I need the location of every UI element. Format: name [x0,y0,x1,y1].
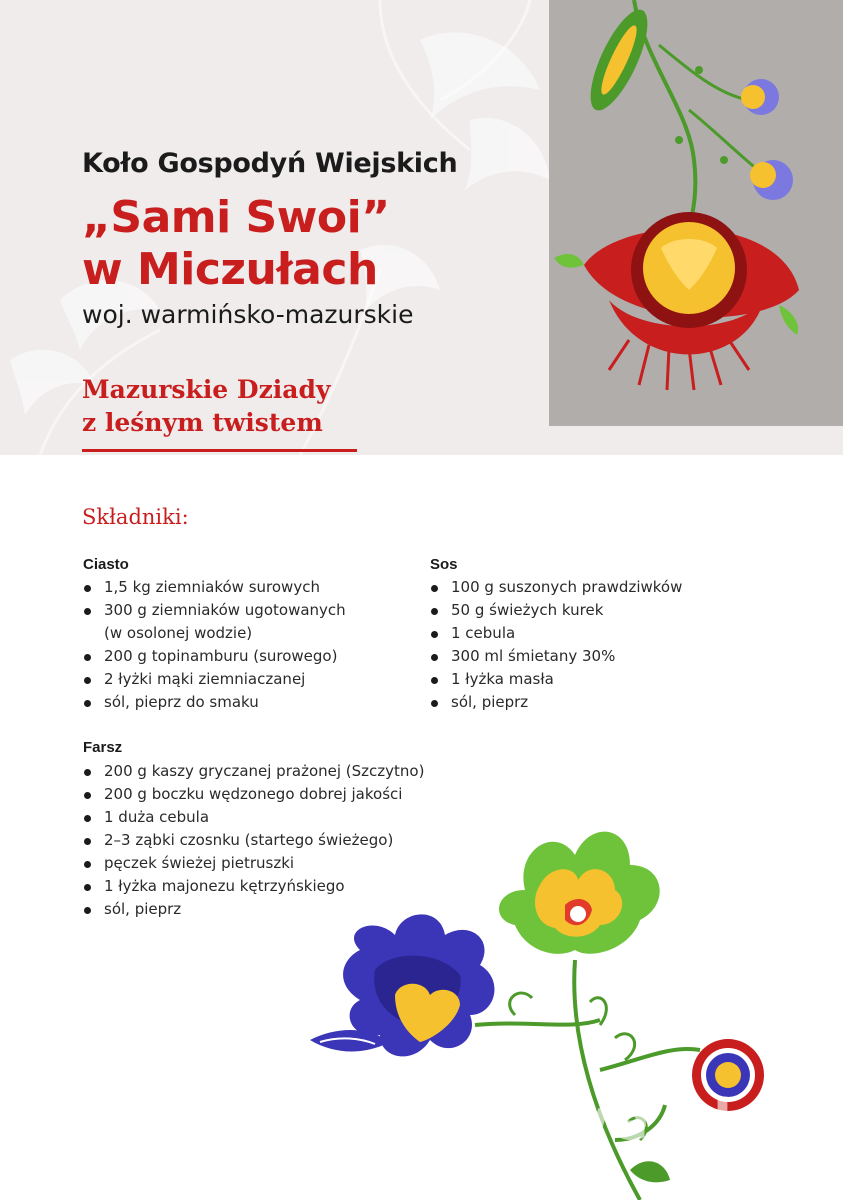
list-item: sól, pieprz do smaku [83,691,346,714]
organization-name: Koło Gospodyń Wiejskich [82,148,458,179]
list-item: 2–3 ząbki czosnku (startego świeżego) [83,829,424,852]
red-folk-flower-illustration [549,0,843,426]
farsz-heading: Farsz [83,739,123,756]
list-item: 200 g topinamburu (surowego) [83,645,346,668]
ciasto-list [83,576,346,714]
recipe-title-line: Mazurskie Dziady [82,375,331,404]
recipe-title-line: z leśnym twistem [82,408,323,437]
watermark-text: wedlinydomowe.pl [126,1088,734,1153]
list-item: 2 łyżki mąki ziemniaczanej [83,668,346,691]
group-name-line: „Sami Swoi” [82,192,390,243]
list-item: 1,5 kg ziemniaków surowych [83,576,346,599]
list-item: 300 g ziemniaków ugotowanych [83,599,346,622]
region-label: woj. warmińsko-mazurskie [82,300,414,329]
list-item: 200 g boczku wędzonego dobrej jakości [83,783,424,806]
group-name [82,192,542,296]
list-item-continuation: (w osolonej wodzie) [104,624,253,642]
list-item: 1 duża cebula [83,806,424,829]
sos-list [430,576,682,714]
title-underline [82,449,357,452]
list-item: 200 g kaszy gryczanej prażonej (Szczytno) [83,760,424,783]
list-item: 50 g świeżych kurek [430,599,682,622]
ingredients-heading: Składniki: [82,505,189,529]
list-item: 300 ml śmietany 30% [430,645,682,668]
list-item: sól, pieprz [83,898,424,921]
list-item: sól, pieprz [430,691,682,714]
list-item: pęczek świeżej pietruszki [83,852,424,875]
group-name-line: w Miczułach [82,244,378,295]
sos-heading: Sos [430,556,458,573]
list-item: 1 cebula [430,622,682,645]
list-item: 1 łyżka majonezu kętrzyńskiego [83,875,424,898]
list-item: 1 łyżka masła [430,668,682,691]
list-item: 100 g suszonych prawdziwków [430,576,682,599]
recipe-title [82,373,402,439]
ciasto-heading: Ciasto [83,556,129,573]
